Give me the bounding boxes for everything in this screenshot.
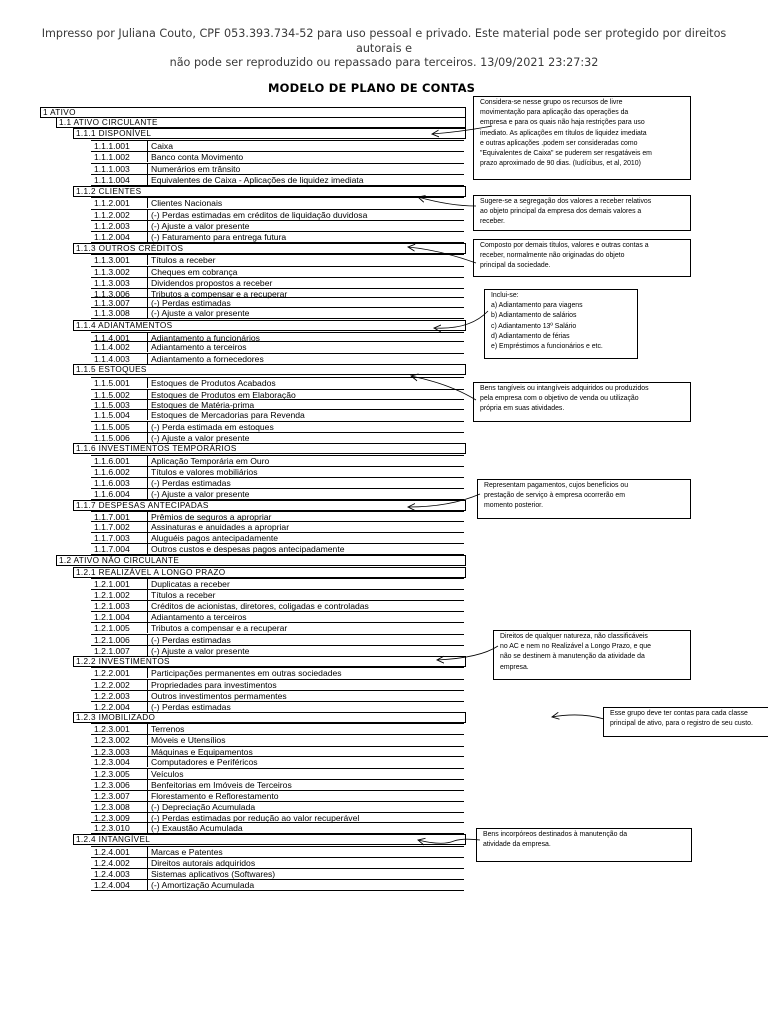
annotation-note-line: Composto por demais títulos, valores e outras contas a (480, 242, 649, 249)
account-group-header: 1.2.2 INVESTIMENTOS (73, 656, 466, 667)
account-name: Caixa (147, 141, 173, 151)
annotation-note-line: Inclui-se: (491, 292, 519, 299)
annotation-note-line: ao objeto principal da empresa dos demais valores a (480, 208, 642, 216)
annotation-note-line: Representam pagamentos, cujos benefícios ou (484, 482, 629, 489)
account-code: 1.2.1.003 (94, 601, 130, 611)
account-code: 1.1.5.002 (94, 390, 130, 400)
account-code: 1.1.7.003 (94, 533, 130, 543)
annotation-note-line: Bens incorpóreos destinados à manutenção da (483, 831, 628, 838)
account-name: (-) Faturamento para entrega futura (147, 232, 286, 242)
annotation-arrow (411, 376, 476, 400)
account-name: (-) Ajuste a valor presente (147, 221, 249, 231)
account-group-header: 1.1.4 ADIANTAMENTOS (73, 320, 466, 331)
annotation-note-line: Considera-se nesse grupo os recursos de livre (480, 99, 623, 106)
account-name: Adiantamento a fornecedores (147, 354, 264, 364)
account-code: 1.1.3.006 (94, 289, 130, 299)
account-code: 1.1.2.004 (94, 232, 130, 242)
account-name: Prêmios de seguros a apropriar (147, 512, 271, 522)
account-name: (-) Perdas estimadas (147, 478, 231, 488)
account-name: Banco conta Movimento (147, 152, 243, 162)
account-name: Clientes Nacionais (147, 198, 222, 208)
account-name: Florestamento e Reflorestamento (147, 791, 279, 801)
annotation-arrow (418, 197, 476, 206)
account-code: 1.2.3.001 (94, 724, 130, 734)
account-code: 1.1.7.004 (94, 544, 130, 554)
account-name: Direitos autorais adquiridos (147, 858, 255, 868)
account-code: 1.1.2.002 (94, 210, 130, 220)
annotation-arrow (408, 247, 476, 263)
account-code: 1.1.5.004 (94, 410, 130, 420)
account-code: 1.2.3.009 (94, 813, 130, 823)
account-name: Títulos e valores mobiliários (147, 467, 258, 477)
account-name: Numerários em trânsito (147, 164, 240, 174)
account-name: Estoques de Produtos Acabados (147, 378, 276, 388)
account-name: Máquinas e Equipamentos (147, 747, 253, 757)
annotation-note-line: c) Adiantamento 13º Salário (491, 322, 577, 330)
account-name: Sistemas aplicativos (Softwares) (147, 869, 275, 879)
account-name: (-) Amortização Acumulada (147, 880, 254, 890)
annotation-note-line: Sugere-se a segregação dos valores a receber relativos (480, 198, 652, 205)
annotation-note-line: a) Adiantamento para viagens (491, 302, 583, 310)
account-name: Cheques em cobrança (147, 267, 237, 277)
account-name: Terrenos (147, 724, 184, 734)
account-code: 1.2.4.003 (94, 869, 130, 879)
annotation-note-line: principal de ativo, para o registro de seu custo. (610, 720, 753, 728)
account-code: 1.1.5.001 (94, 378, 130, 388)
account-code: 1.2.2.003 (94, 691, 130, 701)
account-code: 1.2.2.001 (94, 668, 130, 678)
account-code: 1.1.1.003 (94, 164, 130, 174)
account-name: Outros investimentos permamentes (147, 691, 287, 701)
account-name: Participações permanentes em outras sociedades (147, 668, 342, 678)
account-name: Marcas e Patentes (147, 847, 223, 857)
account-group-header: 1.1.2 CLIENTES (73, 186, 466, 197)
annotation-arrow (408, 494, 480, 507)
account-name: (-) Perdas estimadas em créditos de liquidação duvidosa (147, 210, 367, 220)
account-code: 1.2.2.002 (94, 680, 130, 690)
account-name: (-) Depreciação Acumulada (147, 802, 255, 812)
account-code: 1.1.4.003 (94, 354, 130, 364)
account-code: 1.2.3.010 (94, 823, 130, 833)
account-code: 1.2.1.001 (94, 579, 130, 589)
account-name: (-) Ajuste a valor presente (147, 433, 249, 443)
account-code: 1.2.1.002 (94, 590, 130, 600)
annotation-note-line: Bens tangíveis ou intangíveis adquiridos ou produzidos (480, 385, 649, 392)
account-name: Aluguéis pagos antecipadamente (147, 533, 278, 543)
account-code: 1.1.6.001 (94, 456, 130, 466)
annotation-note-line: momento posterior. (484, 502, 543, 510)
account-group-header: 1.1.7 DESPESAS ANTECIPADAS (73, 500, 466, 511)
account-code: 1.2.3.008 (94, 802, 130, 812)
annotation-note-line: e) Empréstimos a funcionários e etc. (491, 343, 603, 351)
account-group-header: 1.1 ATIVO CIRCULANTE (56, 117, 466, 128)
account-name: Adiantamento a terceiros (147, 612, 247, 622)
annotation-arrow (432, 126, 492, 134)
account-name: (-) Perdas estimadas (147, 702, 231, 712)
account-name: Tributos a compensar e a recuperar (147, 623, 287, 633)
account-code: 1.1.7.001 (94, 512, 130, 522)
account-name: Adiantamento a funcionários (147, 333, 260, 343)
annotation-note-line: atividade da empresa. (483, 841, 551, 849)
account-name: Dividendos propostos a receber (147, 278, 272, 288)
account-name: (-) Perdas estimadas por redução ao valor recuperável (147, 813, 359, 823)
account-code: 1.2.3.003 (94, 747, 130, 757)
annotation-note-line: receber, normalmente não originadas do objeto (480, 252, 625, 260)
account-group-header: 1.1.6 INVESTIMENTOS TEMPORÁRIOS (73, 443, 466, 454)
account-name: Estoques de Mercadorias para Revenda (147, 410, 305, 420)
account-name: (-) Ajuste a valor presente (147, 646, 249, 656)
account-name: Adiantamento a terceiros (147, 342, 247, 352)
account-name: Equivalentes de Caixa - Aplicações de liquidez imediata (147, 175, 364, 185)
account-name: (-) Exaustão Acumulada (147, 823, 243, 833)
annotation-note-line: no AC e nem no Realizável a Longo Prazo, e que (500, 643, 651, 651)
account-code: 1.2.4.004 (94, 880, 130, 890)
account-group-header: 1.2 ATIVO NÃO CIRCULANTE (56, 555, 466, 566)
account-name: Créditos de acionistas, diretores, coligadas e controladas (147, 601, 369, 611)
annotation-note-line: receber. (480, 218, 505, 226)
account-group-header: 1.2.3 IMOBILIZADO (73, 712, 466, 723)
account-code: 1.1.4.001 (94, 333, 130, 343)
account-group-header: 1.2.4 INTANGÍVEL (73, 834, 466, 845)
watermark-line-2: não pode ser reproduzido ou repassado para terceiros. 13/09/2021 23:27:32 (169, 56, 599, 69)
annotation-arrow (418, 839, 480, 843)
annotation-note-line: pela empresa com o objetivo de venda ou utilização (480, 395, 639, 403)
account-name: Móveis e Utensílios (147, 735, 226, 745)
annotation-note-line: "Equivalentes de Caixa" se puderem ser resgatáveis em (480, 150, 652, 158)
account-code: 1.1.5.003 (94, 400, 130, 410)
account-name: Aplicação Temporária em Ouro (147, 456, 269, 466)
account-code: 1.1.3.002 (94, 267, 130, 277)
account-group-header: 1 ATIVO (40, 107, 466, 118)
account-code: 1.2.1.006 (94, 635, 130, 645)
account-name: (-) Ajuste a valor presente (147, 308, 249, 318)
account-code: 1.1.3.001 (94, 255, 130, 265)
annotation-note-line: empresa. (500, 663, 529, 671)
account-name: Duplicatas a receber (147, 579, 230, 589)
account-code: 1.1.3.008 (94, 308, 130, 318)
annotation-note-line: d) Adiantamento de férias (491, 332, 570, 340)
account-code: 1.1.3.003 (94, 278, 130, 288)
account-name: (-) Perdas estimadas (147, 298, 231, 308)
account-code: 1.1.1.002 (94, 152, 130, 162)
account-code: 1.2.3.007 (94, 791, 130, 801)
account-code: 1.1.2.001 (94, 198, 130, 208)
account-name: Títulos a receber (147, 255, 215, 265)
annotation-note-line: imediato. As aplicações em títulos de liquidez imediata (480, 129, 647, 137)
account-group-header: 1.1.3 OUTROS CRÉDITOS (73, 243, 466, 254)
account-code: 1.2.3.006 (94, 780, 130, 790)
account-code: 1.1.6.004 (94, 489, 130, 499)
watermark-line-1: Impresso por Juliana Couto, CPF 053.393.734-52 para uso pessoal e privado. Este material pode ser protegido por direitos autorais e (41, 27, 727, 55)
account-name: Computadores e Periféricos (147, 757, 258, 767)
account-code: 1.1.2.003 (94, 221, 130, 231)
account-name: Veículos (147, 769, 184, 779)
account-group-header: 1.1.1 DISPONÍVEL (73, 128, 466, 139)
account-code: 1.2.3.005 (94, 769, 130, 779)
annotation-note-line: Direitos de qualquer natureza, não classificáveis (500, 633, 648, 640)
account-code: 1.2.3.002 (94, 735, 130, 745)
account-name: (-) Ajuste a valor presente (147, 489, 249, 499)
account-code: 1.1.5.005 (94, 422, 130, 432)
annotation-note-line: própria em suas atividades. (480, 405, 565, 413)
annotation-arrow (437, 646, 498, 660)
account-name: Tributos a compensar e a recuperar (147, 289, 287, 299)
account-name: (-) Perda estimada em estoques (147, 422, 274, 432)
account-code: 1.2.1.004 (94, 612, 130, 622)
account-code: 1.1.6.003 (94, 478, 130, 488)
account-name: Títulos a receber (147, 590, 215, 600)
annotation-note-line: movimentação para aplicação das operações da (480, 109, 629, 117)
annotation-note-line: empresa e para os quais não haja restrições para uso (480, 119, 645, 127)
annotation-note-line: e outras aplicações .podem ser consideradas como (480, 139, 638, 147)
annotation-note-line: prazo aproximado de 90 dias. (Iudícibus, et al, 2010) (480, 160, 641, 168)
account-name: Propriedades para investimentos (147, 680, 277, 690)
account-code: 1.2.4.001 (94, 847, 130, 857)
account-code: 1.2.1.005 (94, 623, 130, 633)
account-name: Assinaturas e anuidades a apropriar (147, 522, 289, 532)
account-code: 1.1.1.001 (94, 141, 130, 151)
account-name: Benfeitorias em Imóveis de Terceiros (147, 780, 292, 790)
annotation-note-line: não se destinem à manutenção da atividade da (500, 653, 645, 661)
annotation-note-line: Esse grupo deve ter contas para cada classe (610, 710, 748, 717)
account-name: Estoques de Matéria-prima (147, 400, 254, 410)
account-code: 1.1.7.002 (94, 522, 130, 532)
annotation-arrow (434, 311, 488, 328)
annotation-note-line: prestação de serviço à empresa ocorrerão em (484, 492, 625, 500)
account-code: 1.2.4.002 (94, 858, 130, 868)
account-name: Estoques de Produtos em Elaboração (147, 390, 296, 400)
account-code: 1.1.4.002 (94, 342, 130, 352)
annotation-arrow (552, 715, 604, 719)
account-code: 1.1.1.004 (94, 175, 130, 185)
account-group-header: 1.1.5 ESTOQUES (73, 364, 466, 375)
account-code: 1.2.1.007 (94, 646, 130, 656)
account-code: 1.2.3.004 (94, 757, 130, 767)
account-name: Outros custos e despesas pagos antecipadamente (147, 544, 344, 554)
account-code: 1.1.6.002 (94, 467, 130, 477)
account-code: 1.1.5.006 (94, 433, 130, 443)
account-group-header: 1.2.1 REALIZÁVEL A LONGO PRAZO (73, 567, 466, 578)
account-code: 1.1.3.007 (94, 298, 130, 308)
account-name: (-) Perdas estimadas (147, 635, 231, 645)
document-title: MODELO DE PLANO DE CONTAS (268, 81, 476, 95)
annotation-note-line: b) Adiantamento de salários (491, 312, 577, 320)
account-code: 1.2.2.004 (94, 702, 130, 712)
annotation-note-line: principal da sociedade. (480, 262, 551, 270)
